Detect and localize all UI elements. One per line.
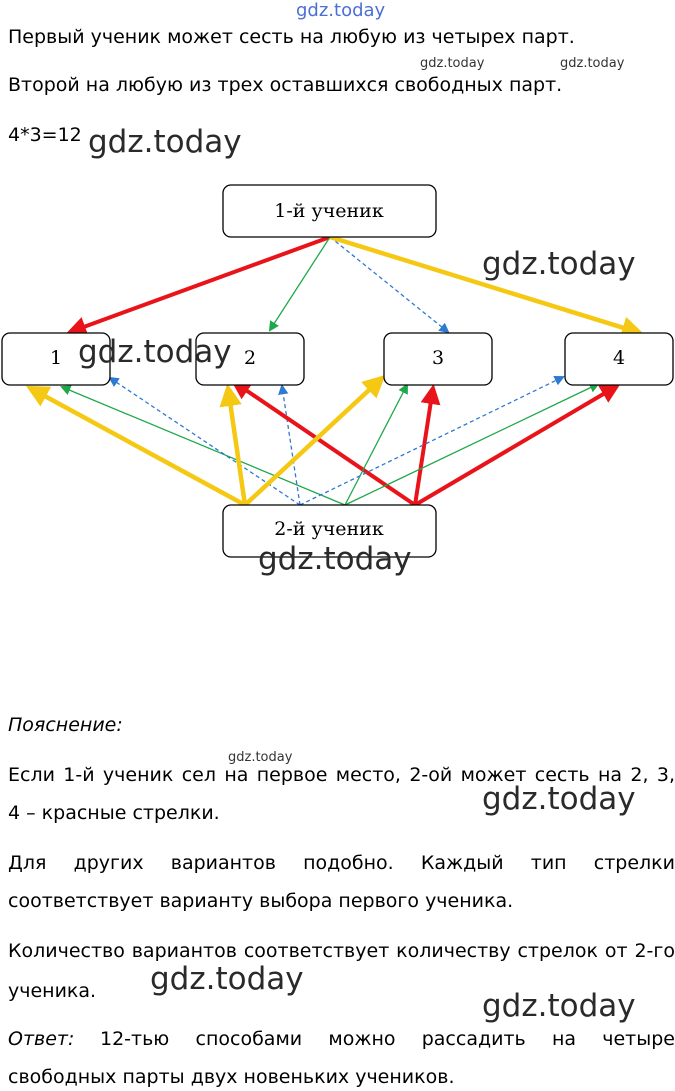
text-line-1: Первый ученик может сесть на любую из четырех парт. [8, 26, 575, 48]
arrow-s2-desk1-blue [110, 378, 300, 505]
student2-label: 2-й ученик [274, 518, 384, 540]
watermark-small-1: gdz.today [420, 56, 485, 71]
arrow-s2-desk1-green [62, 387, 345, 505]
answer-line2: свободных парты двух новеньких учеников. [8, 1066, 455, 1088]
watermark-top: gdz.today [296, 0, 386, 21]
arrow-s2-desk4-red [415, 386, 617, 505]
desk-3-label: 3 [431, 347, 445, 369]
watermark-diagram-1: gdz.today [482, 246, 636, 282]
arrow-s2-desk3-red [415, 388, 433, 505]
para2-line1: Для других вариантов подобно. Каждый тип стрелки [8, 852, 675, 874]
text-line-2: Второй на любую из трех оставшихся свободных парт. [8, 74, 563, 96]
watermark-small-2: gdz.today [560, 56, 625, 71]
answer-label: Ответ: [8, 1028, 75, 1050]
arrow-s2-desk2-blue [282, 386, 300, 505]
arrow-s1-desk2-green [270, 237, 330, 330]
watermark-diagram-3: gdz.today [258, 541, 412, 577]
para3-line1: Количество вариантов соответствует количеству стрелок от 2-го [8, 940, 675, 962]
para1-line2: 4 – красные стрелки. [8, 802, 220, 824]
answer-line1: 12-тью способами можно рассадить на четыре [100, 1028, 675, 1050]
watermark-diagram-2: gdz.today [78, 334, 232, 370]
para1-line1: Если 1-й ученик сел на первое место, 2-ой может сесть на 2, 3, [8, 764, 675, 786]
desk-3-node [384, 333, 492, 385]
watermark-para-2: gdz.today [150, 961, 304, 997]
desk-4-label: 4 [612, 347, 626, 369]
arrow-s1-desk1-red [70, 237, 330, 332]
arrows-from-student2 [30, 377, 617, 505]
desk-4-node [565, 333, 673, 385]
para3-line2: ученика. [8, 980, 97, 1002]
arrow-s2-desk2-red [234, 382, 415, 505]
student1-label: 1-й ученик [274, 200, 384, 222]
watermark-para-1: gdz.today [482, 781, 636, 817]
arrow-s2-desk2-yellow [228, 388, 245, 505]
watermark-para-3: gdz.today [482, 988, 636, 1024]
explanation-label: Пояснение: [8, 714, 123, 736]
desk-1-label: 1 [49, 347, 63, 369]
para2-line2: соответствует варианту выбора первого ученика. [8, 890, 514, 912]
formula: 4*3=12 [8, 124, 82, 146]
arrow-s1-desk3-blue [330, 237, 448, 332]
watermark-formula: gdz.today [88, 124, 242, 160]
arrow-s2-desk3-yellow [245, 378, 382, 505]
watermark-small-3: gdz.today [228, 750, 293, 765]
desk-2-label: 2 [243, 347, 257, 369]
arrow-s2-desk4-green [345, 384, 598, 505]
student1-node [223, 185, 436, 237]
